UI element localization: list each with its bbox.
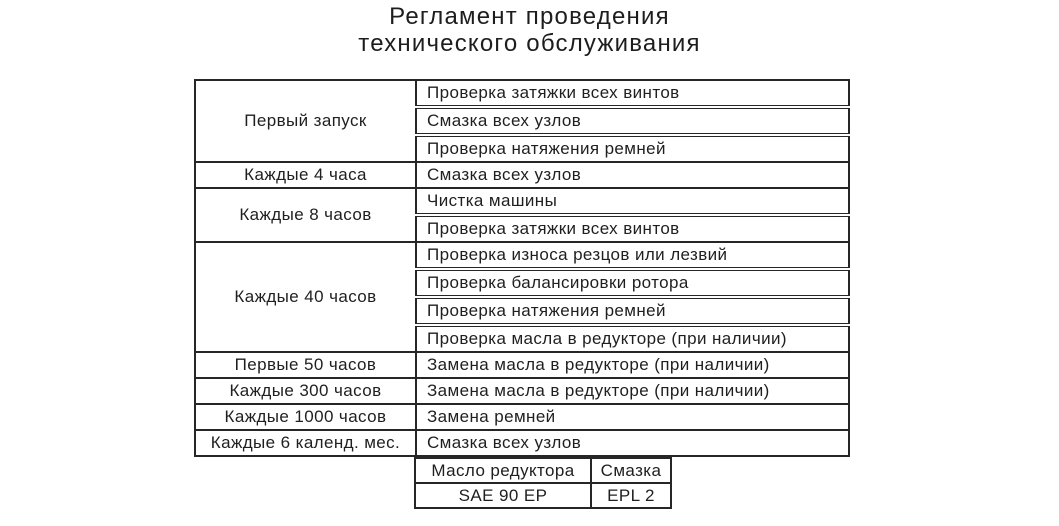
lubricants-table	[414, 457, 672, 509]
table-row	[415, 458, 671, 483]
table-row	[195, 162, 849, 188]
task-cell: Проверка натяжения ремней	[416, 135, 849, 162]
table-row	[195, 80, 849, 107]
task-cell: Замена ремней	[416, 404, 849, 430]
interval-cell: Каждые 8 часов	[195, 188, 416, 242]
table-row	[195, 430, 849, 456]
task-cell: Смазка всех узлов	[416, 430, 849, 456]
task-cell: Замена масла в редукторе (при наличии)	[416, 352, 849, 378]
grease-value-cell: EPL 2	[591, 483, 671, 508]
interval-cell: Первые 50 часов	[195, 352, 416, 378]
interval-cell: Каждые 40 часов	[195, 242, 416, 352]
maintenance-table	[194, 79, 850, 457]
interval-cell: Каждые 300 часов	[195, 378, 416, 404]
interval-cell: Первый запуск	[195, 80, 416, 162]
table-row	[415, 483, 671, 508]
task-cell: Проверка балансировки ротора	[416, 269, 849, 297]
grease-header-cell: Смазка	[591, 458, 671, 483]
table-row	[195, 242, 849, 269]
interval-cell: Каждые 1000 часов	[195, 404, 416, 430]
task-cell: Замена масла в редукторе (при наличии)	[416, 378, 849, 404]
page-title-line-2: технического обслуживания	[358, 30, 701, 57]
task-cell: Проверка масла в редукторе (при наличии)	[416, 325, 849, 352]
gear-oil-header-cell: Масло редуктора	[415, 458, 591, 483]
table-row	[195, 352, 849, 378]
gear-oil-value-cell: SAE 90 EP	[415, 483, 591, 508]
task-cell: Проверка затяжки всех винтов	[416, 80, 849, 107]
table-row	[195, 404, 849, 430]
task-cell: Смазка всех узлов	[416, 107, 849, 135]
page-title	[0, 3, 1059, 57]
task-cell: Смазка всех узлов	[416, 162, 849, 188]
task-cell: Проверка затяжки всех винтов	[416, 215, 849, 242]
table-row	[195, 188, 849, 215]
table-row	[195, 378, 849, 404]
interval-cell: Каждые 6 календ. мес.	[195, 430, 416, 456]
task-cell: Проверка натяжения ремней	[416, 297, 849, 325]
page-title-line-1: Регламент проведения	[389, 3, 670, 30]
task-cell: Проверка износа резцов или лезвий	[416, 242, 849, 269]
task-cell: Чистка машины	[416, 188, 849, 215]
interval-cell: Каждые 4 часа	[195, 162, 416, 188]
